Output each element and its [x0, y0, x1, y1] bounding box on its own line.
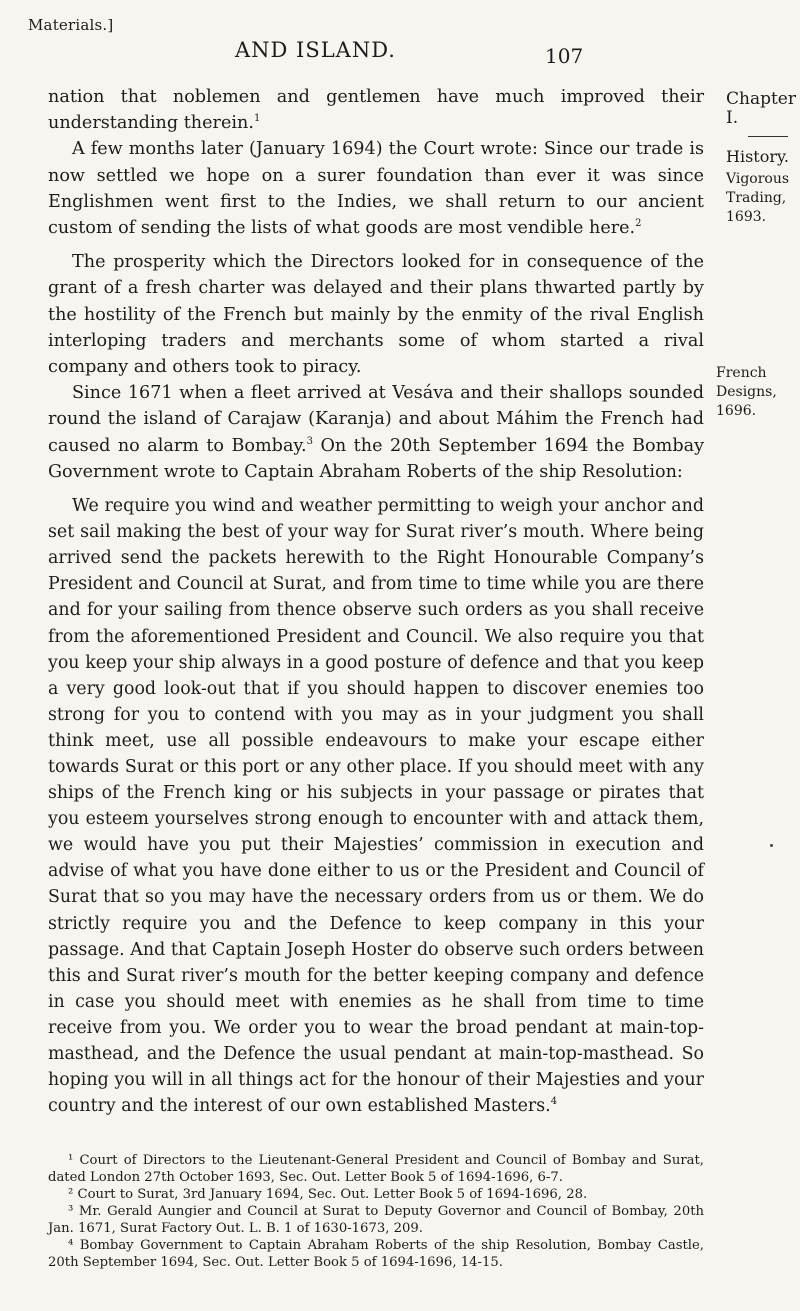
paragraph-4-text: Since 1671 when a fleet arrived at Vesáva and their shallops sounded round the island of Carajaw (Karanja) and about Máhim the French had caused no alarm to Bombay.: [48, 383, 704, 456]
body-text: [48, 84, 704, 1119]
footnote-ref-3: 3: [306, 435, 314, 447]
quoted-letter: [48, 493, 704, 1119]
paragraph-1: [48, 84, 704, 136]
year-1696-label: 1696.: [716, 403, 757, 419]
paragraph-3: The prosperity which the Directors looked for in consequence of the grant of a fresh charter was delayed and their plans thwarted partly by the hostility of the French but mainly by the enmity of the rival English interloping traders and merchants some of whom started a rival company and others took to piracy.: [48, 252, 704, 378]
footnote-3: ³ Mr. Gerald Aungier and Council at Surat to Deputy Governor and Council of Bombay, 20th Jan. 1671, Surat Factory Out. L. B. 1 of 1630-1673, 209.: [48, 1204, 704, 1236]
trading-label: Trading,: [726, 190, 787, 206]
footnote-ref-1: 1: [253, 113, 261, 125]
paragraph-4-tail: On the 20th September 1694 the Bombay Government wrote to Captain Abraham Roberts of the ship Resolution:: [48, 435, 705, 482]
footnotes: [48, 1152, 704, 1271]
footnote-1: ¹ Court of Directors to the Lieutenant-General President and Council of Bombay and Surat, dated London 27th October 1693, Sec. Out. Letter Book 5 of 1694-1696, 6-7.: [48, 1153, 704, 1185]
quoted-letter-text: We require you wind and weather permitting to weigh your anchor and set sail making the best of your way for Surat river’s mouth. Where being arrived send the packets herewith to the Right Honourable Company’s President and Council at Surat, and from time to time while you are there and for your sailing from thence observe such orders as you shall receive from the aforementioned President and Council. We also require you that you keep your ship always in a good posture of defence and that you keep a very good look-out that if you should happen to discover enemies too strong for you to contend with you may as in your judgment you shall think meet, use all possible endeavours to make your escape either towards Surat or this port or any other place. If you should meet with any ships of the French king or his subjects in your passage or pirates that you esteem yourselves strong enough to encounter with and attack them, we would have you put their Majesties’ commission in execution and advise of what you have done either to us or the President and Council of Surat that so you may have the necessary orders from us or them. We do strictly require you and the Defence to keep company in this your passage. And that Captain Joseph Hoster do observe such orders between this and Surat river’s mouth for the better keeping company and defence in case you should meet with enemies as he shall from time to time receive from you. We order you to wear the broad pendant at main-top-masthead, and the Defence the usual pendant at main-top-masthead. So hoping you will in all things act for the honour of their Majesties and your country and the interest of our own established Masters.: [48, 496, 704, 1117]
french-designs-label: French Designs,: [716, 365, 777, 400]
paragraph-1-text: nation that noblemen and gentlemen have much improved their understanding therein.: [48, 87, 704, 134]
margin-note-history: [726, 90, 800, 227]
vigorous-label: Vigorous: [726, 171, 790, 187]
section-tag: Materials.]: [28, 16, 114, 34]
divider-rule: [748, 136, 788, 137]
margin-note-french: [716, 364, 800, 421]
running-head: AND ISLAND.: [235, 38, 396, 62]
chapter-label: Chapter I.: [726, 89, 796, 128]
paragraph-4: [48, 380, 704, 485]
footnote-4: ⁴ Bombay Government to Captain Abraham Roberts of the ship Resolution, Bombay Castle, 20th September 1694, Sec. Out. Letter Book 5 of 1694-1696, 14-15.: [48, 1238, 704, 1270]
paragraph-2: [48, 136, 704, 241]
paragraph-2-text: A few months later (January 1694) the Court wrote: Since our trade is now settled we hope on a surer foundation than ever it was since Englishmen went first to the Indies, we shall return to our ancient custom of sending the lists of what goods are most vendible here.: [48, 139, 704, 239]
footnote-2: ² Court to Surat, 3rd January 1694, Sec. Out. Letter Book 5 of 1694-1696, 28.: [68, 1187, 588, 1202]
footnote-ref-2: 2: [635, 218, 642, 230]
page-number: 107: [545, 44, 584, 68]
history-label: History.: [726, 147, 789, 166]
stray-mark: [770, 844, 773, 847]
footnote-ref-4: 4: [550, 1096, 558, 1108]
year-1693-label: 1693.: [726, 209, 767, 225]
